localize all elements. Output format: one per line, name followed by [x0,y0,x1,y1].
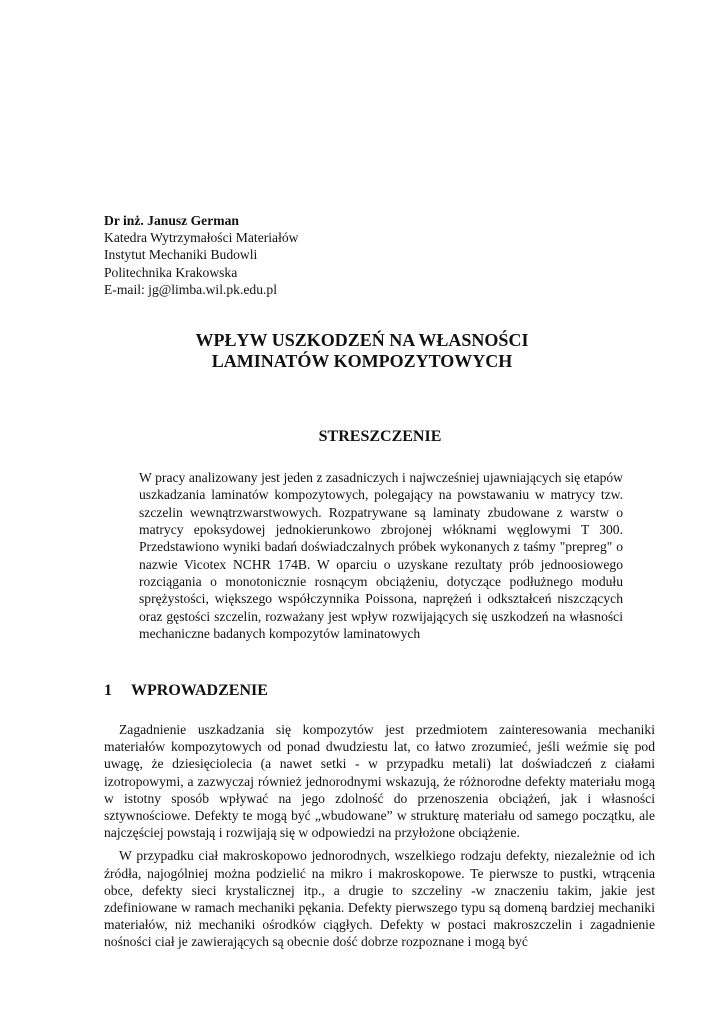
author-department: Katedra Wytrzymałości Materiałów [104,230,299,246]
body-paragraph: W przypadku ciał makroskopowo jednorodnych, wszelkiego rodzaju defekty, niezależnie od ich źródła, najogólniej można podzielić na mikro i makroskopowe. Te pierwsze to pustki, wtrącenia obce, defekty sieci krystalicznej itp., a drugie to szczeliny -w znaczeniu takim, jakie jest zdefiniowane w ramach mechaniki pękania. Defekty pierwszego typu są domeną bardziej mechaniki materiałów, niż mechaniki ośrodków ciągłych. Defekty w postaci makroszczelin i zagadnienie nośności ciał je zawierających są obecnie dość dobrze rozpoznane i mogą być [104,848,655,950]
author-affiliation-block [104,212,298,298]
abstract-heading: STRESZCZENIE [318,428,442,445]
section-number: 1 [104,682,112,699]
paper-title-line-2: LAMINATÓW KOMPOZYTOWYCH [211,351,513,371]
paper-title [0,330,724,372]
abstract-text: W pracy analizowany jest jeden z zasadniczych i najwcześniej ujawniających się etapów uszkadzania laminatów kompozytowych, polegający na powstawaniu w matrycy tzw. szczelin wewnątrzwarstwowych. Rozpatrywane są laminaty zbudowane z warstw o matrycy epoksydowej jednokierunkowo zbrojonej włóknami węglowymi T 300. Przedstawiono wyniki badań doświadczalnych próbek wykonanych z taśmy "prepreg" o nazwie Vicotex NCHR 174B. W oparciu o uzyskane rezultaty prób jednoosiowego rozciągania o monotonicznie rosnącym obciążeniu, dotyczące podłużnego modułu sprężystości, większego współczynnika Poissona, naprężeń i odkształceń niszczących oraz gęstości szczelin, rozważany jest wpływ rozwijających się uszkodzeń na własności mechaniczne badanych kompozytów laminatowych [139,470,623,642]
section-title: WPROWADZENIE [131,682,268,699]
author-university: Politechnika Krakowska [104,264,238,280]
author-email: E-mail: jg@limba.wil.pk.edu.pl [104,281,277,297]
paper-title-line-1: WPŁYW USZKODZEŃ NA WŁASNOŚCI [195,330,529,350]
author-institute: Instytut Mechaniki Budowli [104,247,258,263]
author-name: Dr inż. Janusz German [104,213,239,228]
section-body [104,721,655,951]
body-paragraph: Zagadnienie uszkadzania się kompozytów jest przedmiotem zainteresowania mechaniki materiałów kompozytowych od ponad dwudziestu lat, co łatwo zrozumieć, jeśli weźmie się pod uwagę, że dziesięciolecia (a nawet setki - w przypadku metali) lat doświadczeń z ciałami izotropowymi, a zazwyczaj również jednorodnymi wskazują, że różnorodne defekty materiału mogą w istotny sposób wpływać na jego zdolność do przenoszenia obciążeń, jak i własności sztywnościowe. Defekty te mogą być „wbudowane” w strukturę materiału od samego początku, ale najczęściej powstają i rozwijają się w odpowiedzi na przyłożone obciążenie. [104,722,655,841]
section-heading [104,682,268,700]
